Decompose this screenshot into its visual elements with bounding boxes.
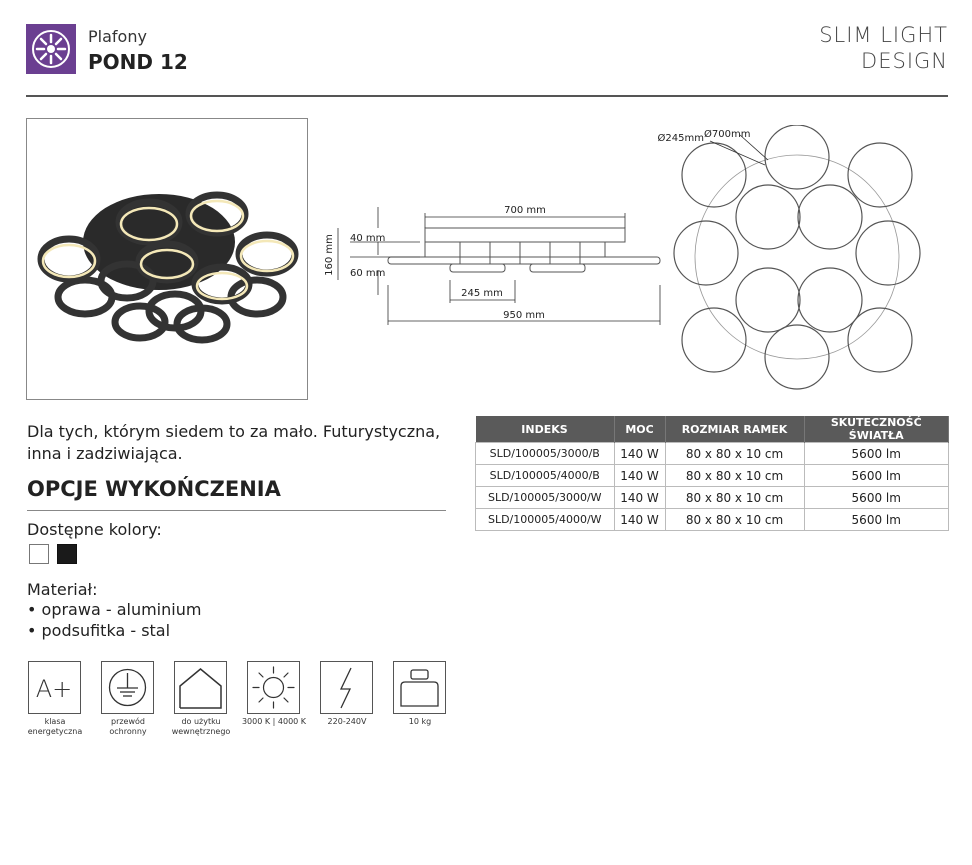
cell-power: 140 W bbox=[614, 487, 665, 509]
spec-table bbox=[475, 416, 949, 531]
dim-ring: 245 mm bbox=[461, 288, 503, 299]
material-item: • oprawa - aluminium bbox=[27, 600, 202, 619]
finish-options-title: OPCJE WYKOŃCZENIA bbox=[27, 477, 281, 501]
dim-total-width: 950 mm bbox=[503, 310, 545, 321]
energy-class-label: klasa energetyczna bbox=[27, 717, 83, 736]
cell-power: 140 W bbox=[614, 443, 665, 465]
cell-index: SLD/100005/3000/B bbox=[476, 443, 615, 465]
indoor-use-icon bbox=[174, 661, 227, 714]
cell-index: SLD/100005/4000/W bbox=[476, 509, 615, 531]
cell-frame-size: 80 x 80 x 10 cm bbox=[665, 487, 804, 509]
product-photo bbox=[26, 118, 308, 400]
cell-index: SLD/100005/4000/B bbox=[476, 465, 615, 487]
header-divider bbox=[26, 95, 948, 97]
cell-frame-size: 80 x 80 x 10 cm bbox=[665, 465, 804, 487]
cell-power: 140 W bbox=[614, 509, 665, 531]
indoor-use-label: do użytku wewnętrznego bbox=[171, 717, 231, 736]
light-temperature-icon bbox=[247, 661, 300, 714]
dim-top-width: 700 mm bbox=[504, 205, 546, 216]
finish-options-divider bbox=[27, 510, 446, 511]
color-swatch-black bbox=[57, 544, 77, 564]
col-header-frame-size: ROZMIAR RAMEK bbox=[665, 416, 804, 443]
material-label: Materiał: bbox=[27, 580, 98, 599]
energy-class-icon bbox=[28, 661, 81, 714]
light-temperature-label: 3000 K | 4000 K bbox=[241, 717, 307, 726]
colors-label: Dostępne kolory: bbox=[27, 520, 162, 539]
voltage-label: 220-240V bbox=[327, 717, 367, 726]
col-header-index: INDEKS bbox=[476, 416, 615, 443]
brand-wordmark bbox=[819, 22, 948, 74]
cell-efficacy: 5600 lm bbox=[804, 509, 949, 531]
brand-line-1: SLIM LIGHT bbox=[819, 23, 948, 47]
cell-frame-size: 80 x 80 x 10 cm bbox=[665, 443, 804, 465]
cell-frame-size: 80 x 80 x 10 cm bbox=[665, 509, 804, 531]
category-label: Plafony bbox=[88, 27, 147, 46]
brand-logo-icon bbox=[26, 24, 76, 74]
cell-index: SLD/100005/3000/W bbox=[476, 487, 615, 509]
cell-efficacy: 5600 lm bbox=[804, 443, 949, 465]
top-view-drawing bbox=[640, 125, 950, 395]
ground-wire-icon bbox=[101, 661, 154, 714]
col-header-efficacy: SKUTECZNOŚĆ ŚWIATŁA bbox=[804, 416, 949, 443]
ground-wire-label: przewód ochronny bbox=[109, 717, 147, 736]
cell-efficacy: 5600 lm bbox=[804, 465, 949, 487]
side-view-drawing bbox=[320, 195, 665, 330]
product-title: POND 12 bbox=[88, 50, 188, 74]
weight-icon bbox=[393, 661, 446, 714]
dim-height-total: 160 mm bbox=[324, 234, 335, 276]
brand-line-2: DESIGN bbox=[861, 49, 948, 73]
table-row bbox=[476, 443, 949, 465]
voltage-icon bbox=[320, 661, 373, 714]
table-row bbox=[476, 509, 949, 531]
dim-ring-diameter: Ø245mm bbox=[657, 133, 704, 144]
table-row bbox=[476, 465, 949, 487]
cell-efficacy: 5600 lm bbox=[804, 487, 949, 509]
dim-big-diameter: Ø700mm bbox=[704, 129, 751, 140]
svg-text:A+: A+ bbox=[35, 675, 73, 703]
color-swatch-white bbox=[29, 544, 49, 564]
dim-height-lower: 60 mm bbox=[350, 268, 386, 279]
cell-power: 140 W bbox=[614, 465, 665, 487]
product-description: Dla tych, którym siedem to za mało. Futurystyczna, inna i zadziwiająca. bbox=[27, 422, 441, 463]
weight-label: 10 kg bbox=[408, 717, 432, 726]
material-item: • podsufitka - stal bbox=[27, 621, 171, 640]
col-header-power: MOC bbox=[614, 416, 665, 443]
dim-height-upper: 40 mm bbox=[350, 233, 386, 244]
table-row bbox=[476, 487, 949, 509]
